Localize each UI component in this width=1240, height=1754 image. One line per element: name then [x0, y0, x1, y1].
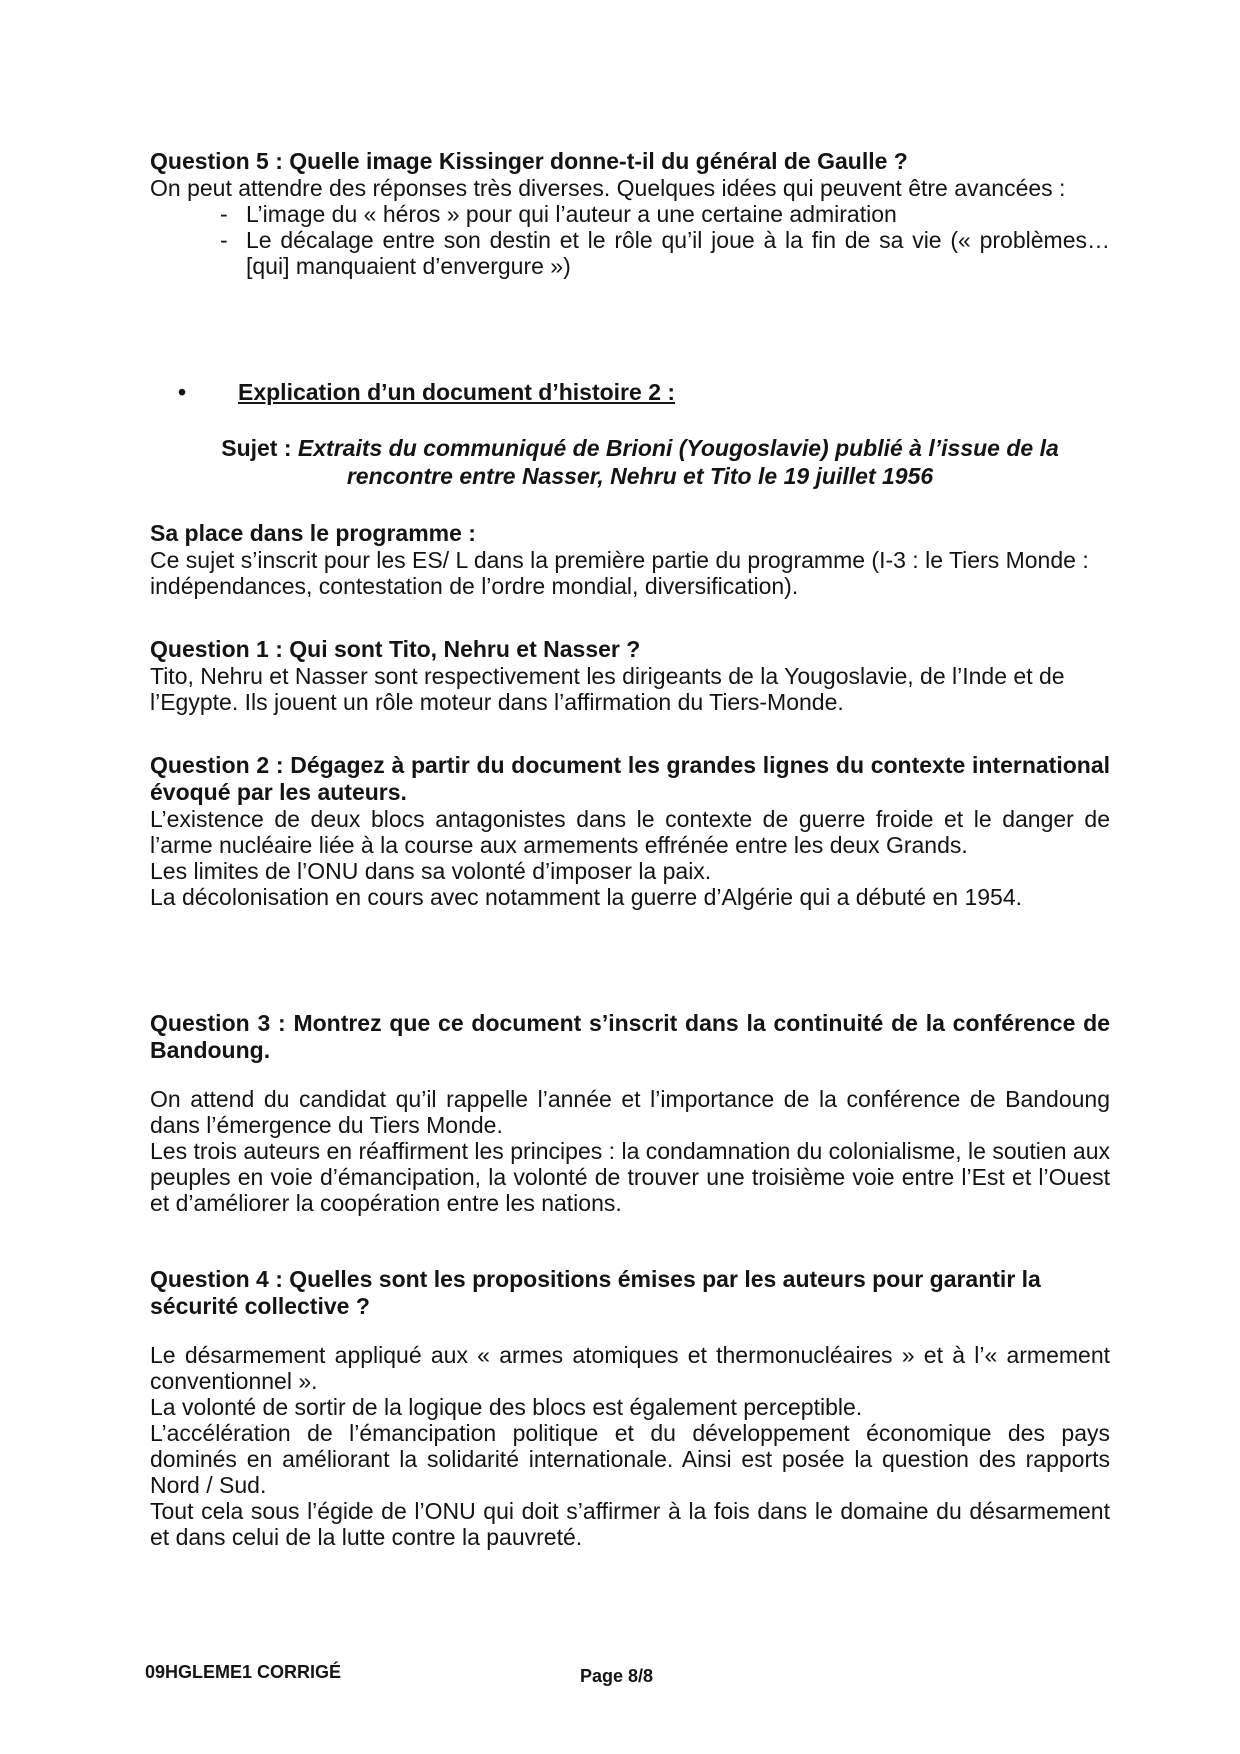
question-1-text: Tito, Nehru et Nasser sont respectivement les dirigeants de la Yougoslavie, de l’Inde et de l’Egypte. Ils jouent un rôle moteur dans l’affirmation du Tiers-Monde.: [150, 663, 1065, 715]
question-5-intro: On peut attendre des réponses très diverses. Quelques idées qui peuvent être avancées :: [150, 175, 1066, 201]
footer-code: 09HGLEME1 CORRIGÉ: [145, 1662, 342, 1682]
list-item: - L’image du « héros » pour qui l’auteur a une certaine admiration: [220, 201, 897, 227]
question-3-title: Question 3 : Montrez que ce document s’inscrit dans la continuité de la conférence de Bandoung.: [150, 1010, 1110, 1063]
list-item: - Le décalage entre son destin et le rôle qu’il joue à la fin de sa vie (« problèmes… [qui] manquaient d’envergure »): [220, 227, 1110, 279]
question-2-paragraph-2: Les limites de l’ONU dans sa volonté d’imposer la paix.: [150, 858, 712, 884]
question-2-paragraph-1: L’existence de deux blocs antagonistes dans le contexte de guerre froide et le danger de l’arme nucléaire liée à la course aux armements effrénée entre les deux Grands.: [150, 806, 1110, 858]
subject-block: [170, 434, 1110, 490]
section-title: Explication d’un document d’histoire 2 :: [238, 379, 676, 405]
question-4-title: Question 4 : Quelles sont les propositions émises par les auteurs pour garantir la sécurité collective ?: [150, 1266, 1041, 1319]
programme-block: [150, 520, 1110, 599]
question-2-paragraph-3: La décolonisation en cours avec notamment la guerre d’Algérie qui a débuté en 1954.: [150, 884, 1023, 910]
question-4-block: [150, 1266, 1110, 1550]
question-1-block: [150, 636, 1110, 715]
subject-label: Sujet :: [221, 435, 292, 461]
question-1-title: Question 1 : Qui sont Tito, Nehru et Nasser ?: [150, 636, 641, 662]
bullet: •: [178, 379, 187, 405]
question-4-paragraph-1: Le désarmement appliqué aux « armes atomiques et thermonucléaires » et à l’« armement conventionnel ».: [150, 1342, 1110, 1394]
question-5-title: Question 5 : Quelle image Kissinger donne-t-il du général de Gaulle ?: [150, 148, 908, 174]
programme-title: Sa place dans le programme :: [150, 520, 476, 546]
question-2-block: [150, 752, 1110, 910]
subject-text: Extraits du communiqué de Brioni (Yougoslavie) publié à l’issue de la rencontre entre Nasser, Nehru et Tito le 19 juillet 1956: [297, 435, 1059, 489]
question-3-block: [150, 1010, 1110, 1216]
section-heading: [178, 379, 675, 406]
question-3-paragraph-2: Les trois auteurs en réaffirment les principes : la condamnation du colonialisme, le soutien aux peuples en voie d’émancipation, la volonté de trouver une troisième voie entre l’Est et l’Ouest et d’améliorer la coopération entre les nations.: [150, 1138, 1110, 1216]
question-3-paragraph-1: On attend du candidat qu’il rappelle l’année et l’importance de la conférence de Bandoung dans l’émergence du Tiers Monde.: [150, 1086, 1110, 1138]
question-5-list: [150, 201, 1110, 279]
question-2-title: Question 2 : Dégagez à partir du document les grandes lignes du contexte international évoqué par les auteurs.: [150, 752, 1110, 805]
footer-page-number: Page 8/8: [580, 1666, 654, 1686]
question-4-paragraph-3: L’accélération de l’émancipation politique et du développement économique des pays dominés en améliorant la solidarité internationale. Ainsi est posée la question des rapports Nord / Sud.: [150, 1420, 1110, 1498]
question-4-paragraph-4: Tout cela sous l’égide de l’ONU qui doit s’affirmer à la fois dans le domaine du désarmement et dans celui de la lutte contre la pauvreté.: [150, 1498, 1110, 1550]
question-4-paragraph-2: La volonté de sortir de la logique des blocs est également perceptible.: [150, 1394, 863, 1420]
question-5-block: [150, 148, 1110, 279]
programme-text: Ce sujet s’inscrit pour les ES/ L dans la première partie du programme (I-3 : le Tiers Monde : indépendances, contestation de l’ordre mondial, diversification).: [150, 547, 1089, 599]
